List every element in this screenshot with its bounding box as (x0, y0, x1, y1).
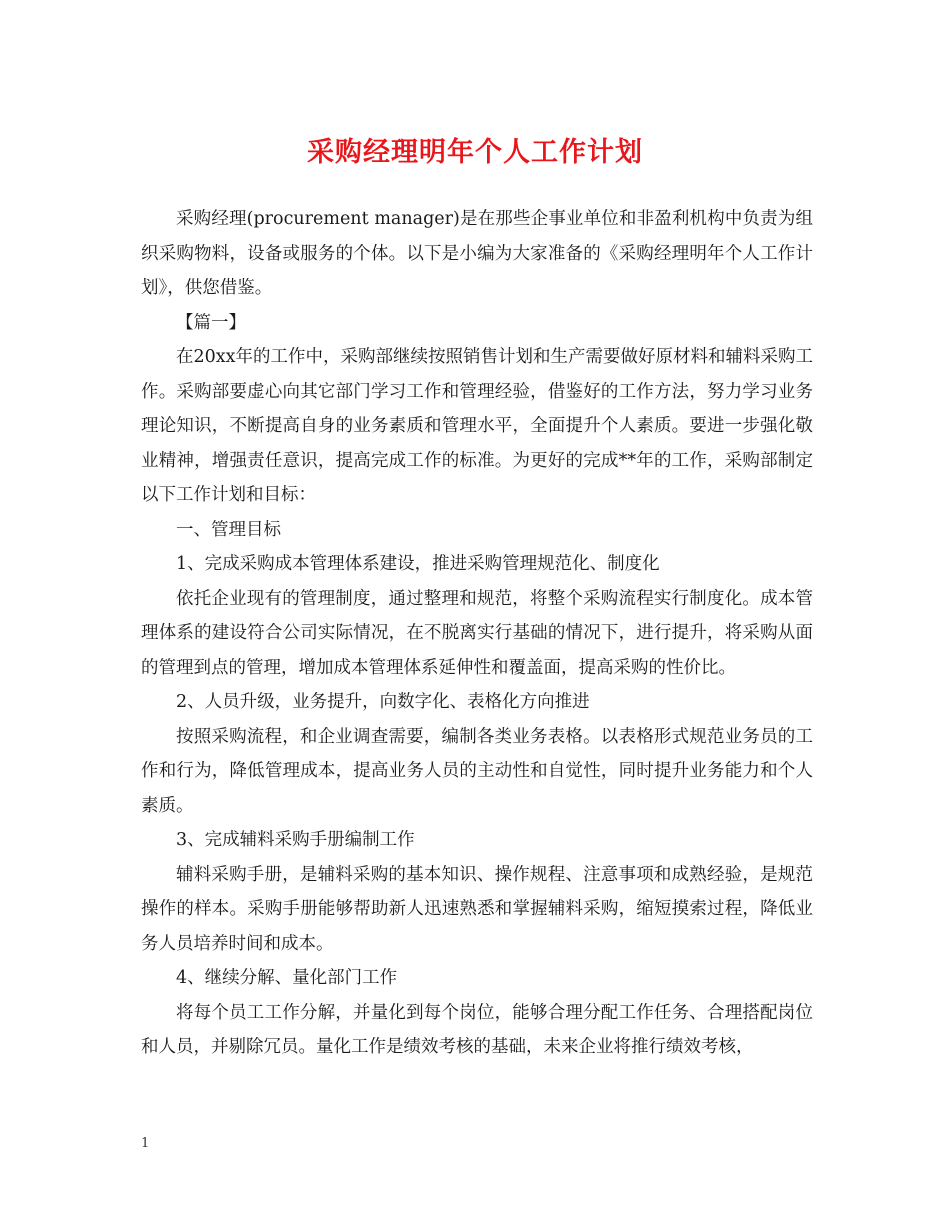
heading-management-goals: 一、管理目标 (176, 519, 281, 540)
goal-1-paragraph: 依托企业现有的管理制度，通过整理和规范，将整个采购流程实行制度化。成本管理体系的建设符合公司实际情况，在不脱离实行基础的情况下，进行提升，将采购从面的管理到点的管理，增加成本管理体系延伸性和覆盖面，提高采购的性价比。 (141, 588, 813, 678)
goal-4-paragraph: 将每个员工工作分解，并量化到每个岗位，能够合理分配工作任务、合理搭配岗位和人员，并剔除冗员。量化工作是绩效考核的基础，未来企业将推行绩效考核， (141, 1002, 813, 1057)
heading-goal-2: 2、人员升级，业务提升，向数字化、表格化方向推进 (176, 692, 590, 712)
heading-goal-1: 1、完成采购成本管理体系建设，推进采购管理规范化、制度化 (176, 554, 660, 574)
heading-goal-3: 3、完成辅料采购手册编制工作 (176, 830, 415, 850)
document-body (141, 202, 813, 1065)
intro-paragraph: 采购经理(procurement manager)是在那些企事业单位和非盈利机构中负责为组织采购物料，设备或服务的个体。以下是小编为大家准备的《采购经理明年个人工作计划》，供您借鉴。 (141, 209, 813, 298)
goal-3-paragraph: 辅料采购手册，是辅料采购的基本知识、操作规程、注意事项和成熟经验，是规范操作的样本。采购手册能够帮助新人迅速熟悉和掌握辅料采购，缩短摸索过程，降低业务人员培养时间和成本。 (141, 864, 813, 954)
overview-paragraph: 在20xx年的工作中，采购部继续按照销售计划和生产需要做好原材料和辅料采购工作。采购部要虚心向其它部门学习工作和管理经验，借鉴好的工作方法，努力学习业务理论知识，不断提高自身的业务素质和管理水平，全面提升个人素质。要进一步强化敬业精神，增强责任意识，提高完成工作的标准。为更好的完成**年的工作，采购部制定以下工作计划和目标： (141, 347, 814, 505)
heading-goal-4: 4、继续分解、量化部门工作 (176, 968, 398, 988)
goal-2-paragraph: 按照采购流程，和企业调查需要，编制各类业务表格。以表格形式规范业务员的工作和行为，降低管理成本，提高业务人员的主动性和自觉性，同时提升业务能力和个人素质。 (141, 726, 813, 816)
page-number: 1 (141, 1136, 150, 1151)
section-heading-part-one: 【篇一】 (176, 312, 246, 333)
document-title: 采购经理明年个人工作计划 (307, 137, 643, 168)
